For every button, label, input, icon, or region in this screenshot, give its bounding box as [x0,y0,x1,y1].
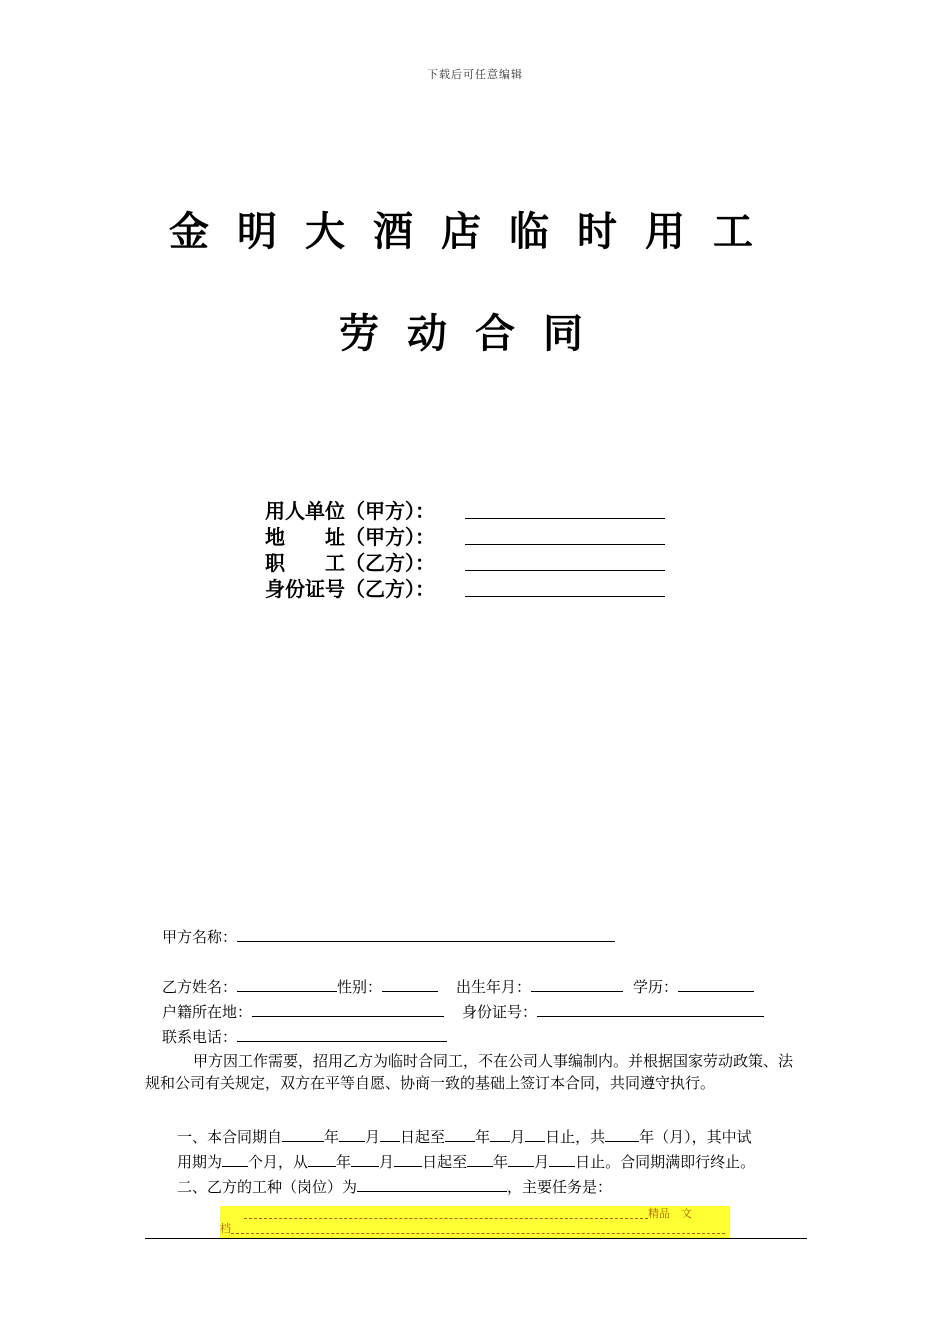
footer-rule [145,1238,807,1239]
blank[interactable] [339,1125,365,1142]
intro-paragraph: 甲方因工作需要，招用乙方为临时合同工，不在公司人事编制内。并根据国家劳动政策、法规和公司有关规定，双方在平等自愿、协商一致的基础上签订本合同，共同遵守执行。 [145,1052,794,1092]
cover-field-address [265,524,665,550]
blank[interactable] [549,1150,575,1167]
blank[interactable] [282,1125,324,1142]
dashed-rule [244,1210,648,1219]
phone-label: 联系电话： [162,1028,238,1046]
clause-1-text: 用期为 [177,1153,223,1171]
clause-1-text: 日起至 [422,1153,468,1171]
cover-field-label: 地 址（甲方）： [265,525,435,549]
blank-line[interactable] [465,550,665,571]
clause-1-text: 年（月），其中试 [639,1128,752,1146]
blank[interactable] [351,1150,379,1167]
cover-field-label: 用人单位（甲方）： [265,499,435,523]
clause-1-line1 [177,1125,752,1148]
cover-field-id [265,576,665,602]
cover-field-label: 职 工（乙方）： [265,551,435,575]
education-blank[interactable] [678,975,754,992]
gender-label: 性别： [337,978,383,996]
clause-2 [177,1175,612,1198]
cover-field-label: 身份证号（乙方）： [265,577,435,601]
birth-label: 出生年月： [456,978,532,996]
clause-2-text: 二、乙方的工种（岗位）为 [177,1178,358,1196]
clause-1-text: 年 [324,1128,340,1146]
blank[interactable] [525,1125,545,1142]
blank[interactable] [222,1150,248,1167]
id-number-label: 身份证号： [462,1003,538,1021]
clause-1-text: 个月，从 [248,1153,309,1171]
party-a-name-blank[interactable] [237,925,615,942]
clause-1-text: 日起至 [400,1128,446,1146]
job-type-blank[interactable] [357,1175,507,1192]
clause-1-text: 月 [365,1128,381,1146]
cover-field-employer [265,498,665,524]
clause-1-text: 月 [379,1153,395,1171]
party-a-name-label: 甲方名称： [162,928,238,946]
clause-1-text: 年 [336,1153,352,1171]
gender-blank[interactable] [382,975,438,992]
blank[interactable] [445,1125,475,1142]
blank[interactable] [490,1125,510,1142]
blank[interactable] [394,1150,422,1167]
footer-label-text: 档 [220,1222,231,1235]
contract-title-line2: 劳动合同 [339,310,611,357]
footer-label-line2 [220,1221,730,1237]
clause-1-text: 月 [534,1153,550,1171]
footer-label-line1 [244,1206,710,1222]
birth-blank[interactable] [531,975,623,992]
education-label: 学历： [633,978,679,996]
footer-label-text: 精品 文 [648,1207,692,1220]
dashed-rule [231,1225,725,1234]
blank[interactable] [605,1125,639,1142]
blank-line[interactable] [465,524,665,545]
household-row [162,1000,764,1023]
clause-1-text: 月 [510,1128,526,1146]
clause-1-text: 年 [493,1153,509,1171]
blank-line[interactable] [465,576,665,597]
contract-title-line1: 金明大酒店临时用工 [169,208,781,255]
cover-field-employee [265,550,665,576]
clause-1-text: 日止。合同期满即行终止。 [575,1153,756,1171]
blank[interactable] [308,1150,336,1167]
phone-blank[interactable] [237,1025,447,1042]
clause-1-text: 日止，共 [545,1128,606,1146]
blank[interactable] [508,1150,534,1167]
blank[interactable] [380,1125,400,1142]
party-a-row [162,925,615,948]
clause-1-line2 [177,1150,755,1173]
id-number-blank[interactable] [537,1000,764,1017]
household-label: 户籍所在地： [162,1003,253,1021]
blank[interactable] [467,1150,493,1167]
party-b-row [162,975,754,998]
party-b-name-blank[interactable] [237,975,337,992]
household-blank[interactable] [252,1000,444,1017]
clause-1-text: 一、本合同期自 [177,1128,283,1146]
header-note: 下载后可任意编辑 [427,68,523,81]
clause-1-text: 年 [475,1128,491,1146]
phone-row [162,1025,447,1048]
clause-2-text: ，主要任务是： [507,1178,613,1196]
blank-line[interactable] [465,498,665,519]
party-b-name-label: 乙方姓名： [162,978,238,996]
